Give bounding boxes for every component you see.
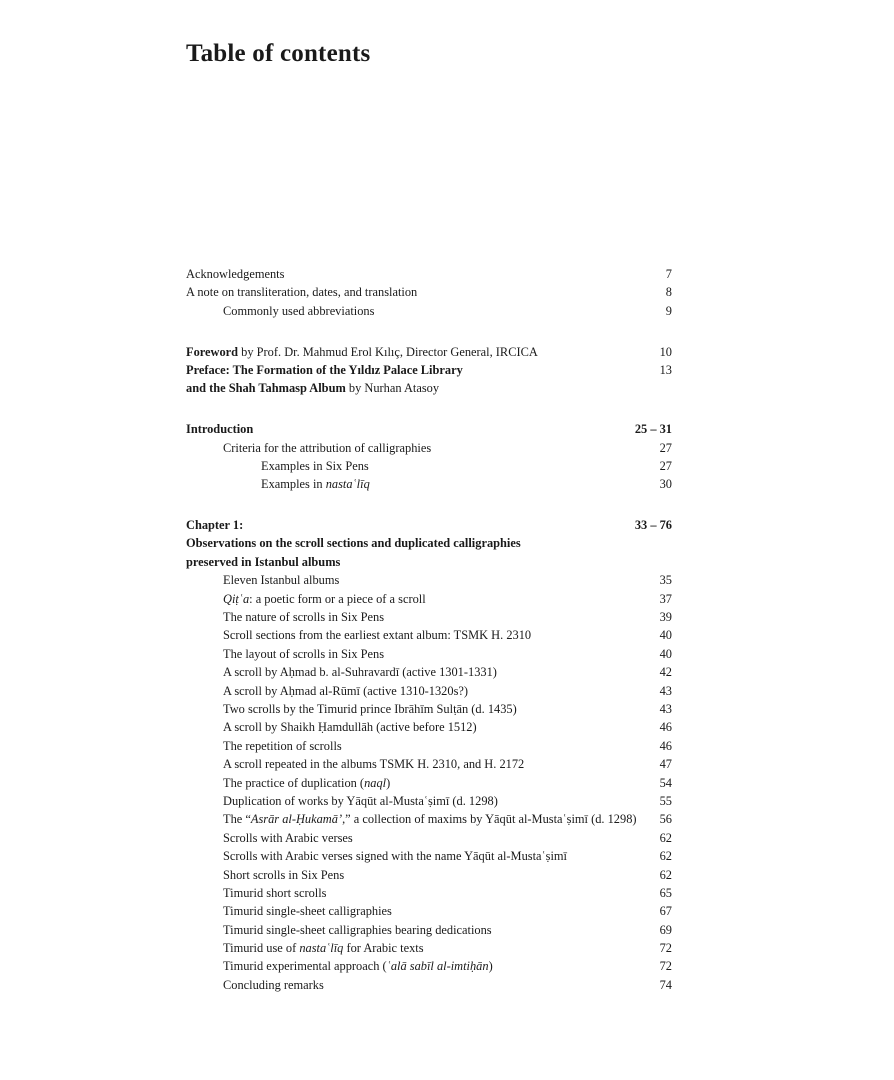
toc-entry-text: Concluding remarks [223, 977, 324, 992]
toc-entry[interactable] [186, 682, 672, 700]
toc-entry-title [223, 663, 652, 681]
toc-page-number: 27 [659, 440, 672, 455]
page-title: Table of contents [186, 40, 371, 67]
toc-entry[interactable] [186, 847, 672, 865]
toc-entry-title [223, 810, 652, 828]
toc-entry-text: Timurid single-sheet calligraphies [223, 904, 392, 919]
toc-entry[interactable] [186, 810, 672, 828]
toc-entry-text: Qiṭʿa [223, 591, 250, 606]
toc-entry-text: A scroll by Aḥmad al-Rūmī (active 1310-1320s?) [223, 683, 469, 698]
toc-entry[interactable] [186, 302, 672, 320]
toc-entry[interactable] [186, 718, 672, 736]
toc-page-number: 74 [659, 977, 672, 992]
toc-entry[interactable] [186, 976, 672, 994]
toc-page-number: 46 [659, 738, 672, 753]
toc-entry-text: Scrolls with Arabic verses signed with the name Yāqūt al-Mustaʿṣimī [223, 849, 568, 864]
toc-entry[interactable] [186, 439, 672, 457]
toc-page-number: 7 [665, 267, 672, 281]
toc-page-number: 54 [659, 775, 672, 790]
toc-entry-text: Observations on the scroll sections and duplicated calligraphies [186, 536, 521, 551]
toc-entry[interactable] [186, 866, 672, 884]
toc-entry[interactable] [186, 737, 672, 755]
toc-page-number: 55 [659, 793, 672, 808]
toc-entry-text: Timurid experimental approach ( [223, 959, 387, 974]
toc-entry-text: Examples in Six Pens [261, 458, 369, 473]
toc-entry[interactable] [186, 663, 672, 681]
toc-entry-text: Short scrolls in Six Pens [223, 867, 345, 882]
toc-entry-text: Commonly used abbreviations [223, 303, 375, 318]
toc-entry-title [223, 866, 652, 884]
toc-entry-text: Scrolls with Arabic verses [223, 830, 353, 845]
toc-entry[interactable] [186, 645, 672, 663]
toc-page-number: 8 [665, 285, 672, 300]
toc-entry-title [223, 682, 652, 700]
toc-entry-title [223, 571, 652, 589]
toc-page-number: 37 [659, 591, 672, 606]
toc-page-number: 62 [659, 849, 672, 864]
toc-entry-text: naql [364, 775, 387, 790]
toc-entry[interactable] [186, 700, 672, 718]
toc-entry[interactable] [186, 361, 672, 379]
toc-entry[interactable] [186, 626, 672, 644]
toc-page-number: 30 [659, 477, 672, 492]
toc-entry[interactable] [186, 884, 672, 902]
toc-entry-text: Eleven Istanbul albums [223, 573, 340, 588]
toc-entry-title [223, 700, 652, 718]
toc-entry-text: Examples in [261, 477, 326, 492]
toc-entry-text: The repetition of scrolls [223, 738, 342, 753]
toc-page-number: 9 [665, 303, 672, 318]
toc-page-number: 39 [659, 610, 672, 625]
toc-entry-title [223, 755, 652, 773]
toc-entry-title [223, 957, 652, 975]
toc-entry-title [186, 361, 652, 379]
toc-page-number: 13 [659, 362, 672, 377]
toc-entry-text: A scroll by Shaikh Ḥamdullāh (active before 1512) [223, 720, 477, 735]
toc-entry[interactable] [186, 553, 672, 571]
toc-entry-text: Criteria for the attribution of calligraphies [223, 440, 432, 455]
table-of-contents [186, 265, 672, 1017]
toc-entry-title [223, 976, 652, 994]
toc-entry[interactable] [186, 420, 672, 438]
toc-entry-title [186, 283, 658, 301]
toc-entry-title [186, 534, 664, 552]
toc-entry-text: Foreword [186, 344, 239, 359]
toc-entry-title [223, 590, 652, 608]
toc-entry-text: : a poetic form or a piece of a scroll [249, 591, 426, 606]
toc-entry-text: A note on transliteration, dates, and translation [186, 285, 418, 300]
toc-page-number: 62 [659, 867, 672, 882]
toc-page-number: 72 [659, 959, 672, 974]
toc-entry-text: Timurid short scrolls [223, 885, 327, 900]
toc-entry[interactable] [186, 571, 672, 589]
toc-page-number: 25 – 31 [634, 422, 672, 437]
toc-entry[interactable] [186, 265, 672, 283]
toc-entry[interactable] [186, 755, 672, 773]
toc-entry[interactable] [186, 379, 672, 397]
toc-entry-text: The practice of duplication ( [223, 775, 365, 790]
toc-section [186, 420, 672, 494]
toc-entry-text: Chapter 1: [186, 518, 244, 533]
toc-entry-title [186, 343, 652, 361]
toc-entry-title [223, 847, 652, 865]
toc-page-number: 40 [659, 628, 672, 643]
toc-entry-title [223, 302, 658, 320]
toc-page-number: 62 [659, 830, 672, 845]
toc-page-number: 65 [659, 885, 672, 900]
toc-entry-text: Two scrolls by the Timurid prince Ibrāhīm Sulṭān (d. 1435) [223, 701, 517, 716]
toc-entry-text: ) [386, 775, 391, 790]
toc-entry-title [223, 608, 652, 626]
toc-entry-text: Scroll sections from the earliest extant album: TSMK H. 2310 [223, 628, 532, 643]
toc-entry-title [223, 902, 652, 920]
toc-entry-text: Preface: The Formation of the Yıldız Palace Library [186, 362, 463, 377]
toc-page-number: 33 – 76 [634, 518, 672, 533]
toc-entry-text: The layout of scrolls in Six Pens [223, 646, 385, 661]
toc-page-number: 43 [659, 683, 672, 698]
toc-entry-title [186, 420, 627, 438]
toc-entry-title [223, 737, 652, 755]
toc-page-number: 46 [659, 720, 672, 735]
toc-entry[interactable] [186, 343, 672, 361]
toc-entry-text: nastaʿlīq [325, 477, 370, 492]
toc-entry-text: A scroll repeated in the albums TSMK H. 2310, and H. 2172 [223, 757, 525, 772]
toc-entry-text: ) [488, 959, 493, 974]
toc-section [186, 516, 672, 994]
toc-entry-text: and the Shah Tahmasp Album [186, 381, 346, 396]
toc-entry-title [186, 379, 664, 397]
toc-entry-title [223, 921, 652, 939]
toc-entry-title [223, 626, 652, 644]
toc-entry[interactable] [186, 957, 672, 975]
toc-entry-title [186, 265, 658, 283]
toc-entry-text: The nature of scrolls in Six Pens [223, 610, 385, 625]
toc-entry-text: by Prof. Dr. Mahmud Erol Kılıç, Director General, IRCICA [238, 344, 538, 359]
toc-entry-text: The “ [223, 812, 251, 827]
toc-page-number: 67 [659, 904, 672, 919]
toc-section [186, 265, 672, 320]
toc-entry[interactable] [186, 608, 672, 626]
toc-entry-text: Duplication of works by Yāqūt al-Mustaʿṣimī (d. 1298) [223, 793, 498, 808]
toc-entry-text: ʿalā sabīl al-imtiḥān [386, 959, 489, 974]
toc-entry-title [186, 516, 627, 534]
toc-page-number: 56 [659, 812, 672, 827]
toc-entry[interactable] [186, 939, 672, 957]
toc-entry[interactable] [186, 457, 672, 475]
toc-page-number: 42 [659, 665, 672, 680]
toc-page-number: 72 [659, 941, 672, 956]
toc-entry-title [223, 718, 652, 736]
toc-page-number: 10 [659, 344, 672, 359]
toc-page-number: 69 [659, 922, 672, 937]
toc-page-number: 43 [659, 701, 672, 716]
toc-section [186, 343, 672, 398]
toc-entry-text: Timurid single-sheet calligraphies bearing dedications [223, 922, 492, 937]
toc-entry[interactable] [186, 283, 672, 301]
toc-entry-text: A scroll by Aḥmad b. al-Suhravardī (active 1301-1331) [223, 665, 497, 680]
toc-entry[interactable] [186, 902, 672, 920]
toc-entry-text: by Nurhan Atasoy [345, 381, 440, 396]
toc-entry[interactable] [186, 534, 672, 552]
toc-page-number: 47 [659, 757, 672, 772]
toc-entry-text: nastaʿlīq [299, 941, 344, 956]
toc-entry[interactable] [186, 829, 672, 847]
toc-entry-title [223, 829, 652, 847]
toc-entry-text: ,” a collection of maxims by Yāqūt al-Mustaʿṣimī (d. 1298) [342, 812, 637, 827]
toc-entry-text: for Arabic texts [343, 941, 424, 956]
toc-entry-text: Introduction [186, 422, 254, 437]
toc-page-number: 40 [659, 646, 672, 661]
toc-entry-title [223, 884, 652, 902]
toc-entry-text: Acknowledgements [186, 267, 285, 281]
toc-entry-title [261, 457, 652, 475]
toc-page-number: 27 [659, 458, 672, 473]
toc-entry-text: preserved in Istanbul albums [186, 554, 341, 569]
toc-entry-text: Asrār al-Ḥukamā’ [250, 812, 343, 827]
toc-entry-title [223, 792, 652, 810]
toc-page-number: 35 [659, 573, 672, 588]
toc-entry-title [223, 939, 652, 957]
toc-entry[interactable] [186, 921, 672, 939]
toc-entry-title [223, 774, 652, 792]
toc-entry-title [223, 645, 652, 663]
toc-entry[interactable] [186, 590, 672, 608]
toc-entry-title [223, 439, 652, 457]
toc-entry[interactable] [186, 792, 672, 810]
toc-entry[interactable] [186, 516, 672, 534]
toc-entry-text: Timurid use of [223, 941, 300, 956]
toc-entry-title [186, 553, 664, 571]
toc-entry-title [261, 475, 652, 493]
toc-entry[interactable] [186, 475, 672, 493]
toc-entry[interactable] [186, 774, 672, 792]
